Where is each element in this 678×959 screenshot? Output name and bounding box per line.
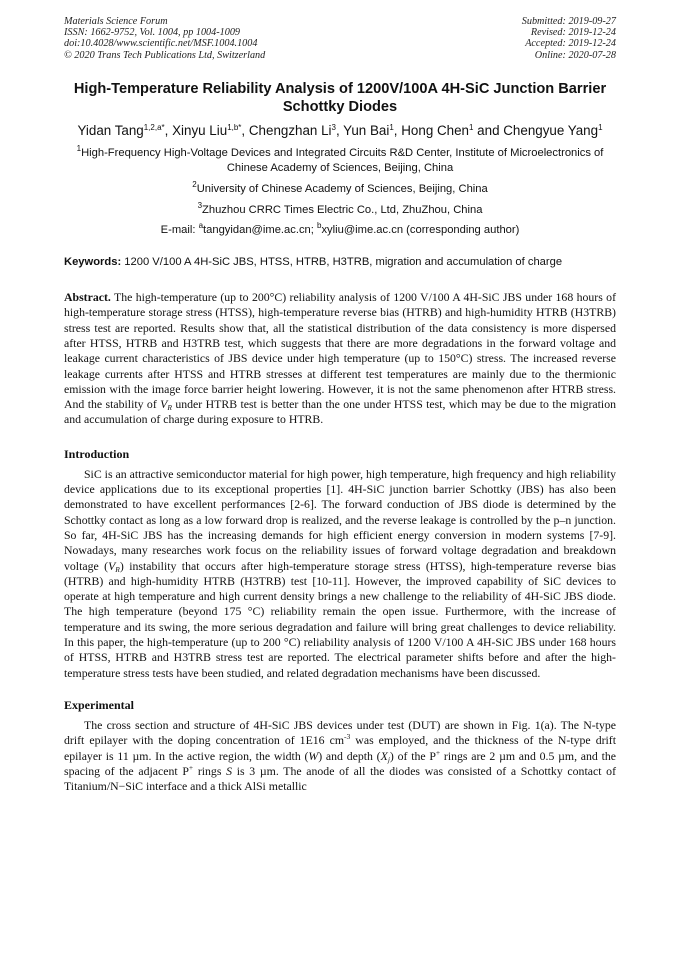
symbol-subscript-j: j: [387, 754, 390, 764]
publication-dates: [522, 16, 616, 61]
journal-info: [64, 16, 265, 61]
journal-copyright: © 2020 Trans Tech Publications Ltd, Switzerland: [64, 49, 266, 61]
keywords: [64, 255, 616, 270]
affiliation-2: [64, 182, 616, 197]
affiliation-text: High-Frequency High-Voltage Devices and Integrated Circuits R&D Center, Institute of Microelectronics of Chinese Academy of Sciences, Beijing, China: [81, 147, 604, 175]
email-label: E-mail:: [160, 224, 199, 237]
author-name: Yidan Tang: [77, 122, 144, 138]
paragraph-text: was employed, and the thickness of the N-type drift epilayer is 11 µm. In the active region, the width (: [64, 733, 617, 763]
paragraph-text: ) and depth (: [318, 748, 381, 763]
affiliation-mark: 2: [192, 180, 197, 190]
journal-issn: ISSN: 1662-9752, Vol. 1004, pp 1004-1009: [64, 27, 241, 39]
keywords-text: 1200 V/100 A 4H-SiC JBS, HTSS, HTRB, H3TRB, migration and accumulation of charge: [121, 256, 563, 269]
affiliation-mark: 3: [197, 201, 203, 211]
author-list: [64, 122, 616, 141]
date-accepted: Accepted: 2019-12-24: [525, 38, 616, 50]
exponent: -3: [344, 732, 351, 742]
date-submitted: Submitted: 2019-09-27: [521, 16, 616, 27]
paragraph-text: SiC is an attractive semiconductor material for high power, high temperature, high frequency and high reliability device applications due to its exceptional properties [1]. 4H-SiC junction barrier Schottky (JBS) has also been demonstrated to have excellent performances [2-6]. The forward conduction of JBS diode is determined by the Schottky contact as long as a low forward drop is realized, and the reverse leakage is controlled by the p–n junction. So far, 4H-SiC JBS has the increasing demands for high efficient energy conversion in modern systems [7-9]. Nowadays, many researches work focus on the reliability issues of forward voltage degradation and breakdown voltage (: [64, 466, 616, 573]
author-name: Xinyu Liu: [172, 122, 228, 138]
author-name: Chengzhan Li: [248, 122, 332, 138]
author-name: Hong Chen: [401, 122, 469, 138]
author-name: Yun Bai: [343, 122, 390, 138]
paragraph-text: ) instability that occurs after high-temperature storage stress (HTSS), high-temperature reverse bias (HTRB) and high-humidity HTRB (H3TRB) test [10-11]. However, the improved capability of SiC devices to operate at high temperature and high current density brings a new challenge to the reliability of 4H-SiC JBS diode. The high temperature (beyond 175 °C) reliability remain the open issue. Furthermore, with the increase of temperature and its swing, the more serious degradation and failure will bring great challenges to device reliability. In this paper, the high-temperature (up to 200 °C) reliability analysis of 1200 V/100 A 4H-SiC JBS under 168 hours of HTSS, HTRB and H3TRB stress test are reported. The electrical parameter shifts before and after the high-temperature stress tests have been studied, and related degradation mechanisms have been discussed.: [64, 558, 616, 680]
journal-doi: doi:10.4028/www.scientific.net/MSF.1004.1004: [64, 38, 258, 50]
paragraph-text: rings are 2 µm and 0.5 µm, and the spacing of the adjacent P: [64, 748, 616, 778]
paragraph-text: is 3 µm. The anode of all the diodes was consisted of a Schottky contact of Titanium/N−SiC interface and a thick AlSi metallic: [64, 763, 616, 794]
email-address-a[interactable]: tangyidan@ime.ac.cn;: [203, 224, 317, 237]
email-mark: b: [316, 221, 322, 231]
section-heading-experimental: Experimental: [64, 697, 134, 712]
symbol-subscript-r: R: [115, 564, 120, 574]
symbol-s: S: [226, 763, 233, 778]
author-affiliation-mark: 3: [331, 122, 336, 132]
author-affiliation-mark: 1,2,a*: [143, 122, 165, 132]
affiliation-text: University of Chinese Academy of Sciences, Beijing, China: [196, 183, 488, 196]
author-affiliation-mark: 1: [598, 122, 603, 132]
journal-header: [64, 16, 616, 61]
abstract: [64, 290, 616, 428]
journal-name: Materials Science Forum: [64, 16, 168, 27]
abstract-label: Abstract.: [64, 290, 111, 305]
date-revised: Revised: 2019-12-24: [530, 27, 616, 39]
symbol-w: W: [308, 748, 319, 763]
date-online: Online: 2020-07-28: [534, 49, 616, 61]
contact-email: [64, 223, 616, 238]
author-name: Chengyue Yang: [503, 122, 599, 138]
symbol-v: V: [160, 397, 168, 412]
email-mark: a: [198, 221, 204, 231]
affiliation-3: [64, 203, 616, 218]
symbol-v: V: [108, 558, 116, 573]
author-separator: ,: [393, 122, 402, 138]
section-heading-introduction: Introduction: [64, 446, 130, 461]
paragraph-text: The cross section and structure of 4H-SiC JBS devices under test (DUT) are shown in Fig. 1(a). The N-type drift epilayer with the doping concentration of 1E16 cm: [64, 717, 616, 748]
paragraph-text: ) of the P: [389, 748, 436, 763]
introduction-paragraph: [64, 467, 616, 681]
experimental-paragraph: [64, 718, 616, 794]
paragraph-text: rings: [193, 763, 227, 778]
author-affiliation-mark: 1: [389, 122, 394, 132]
keywords-label: Keywords:: [64, 256, 122, 269]
author-separator: ,: [335, 122, 344, 138]
author-affiliation-mark: 1: [469, 122, 474, 132]
paper-title: High-Temperature Reliability Analysis of 1200V/100A 4H-SiC Junction Barrier Schottky Diodes: [73, 80, 607, 115]
abstract-text: under HTRB test is better than the one under HTSS test, which may be due to the migration and accumulation of charge during exposure to HTRB.: [64, 397, 616, 427]
abstract-text: The high-temperature (up to 200°C) reliability analysis of 1200 V/100 A 4H-SiC JBS under 168 hours of high-temperature storage stress (HTSS), high-temperature reverse bias (HTRB) and high-humidity HTRB (H3TRB) stress test are reported. Results show that, all the statistical distribution of the data consistency is more dispersed after HTSS, HTRB and H3TRB test, which suggests that there are more degradations in the forward voltage and leakage current characteristics of JBS device under high temperature (up to 150°C) stress. The increased reverse leakage currents after HTSS and HTRB stresses at different test temperatures are mainly due to the thermionic emission with the image force barrier height lowering. However, it is not the same phenomenon after HTRB stress. And the stability of: [64, 290, 616, 412]
affiliation-mark: 1: [76, 144, 82, 154]
author-affiliation-mark: 1,b*: [227, 122, 242, 132]
affiliation-1: [64, 146, 616, 176]
affiliation-text: Zhuzhou CRRC Times Electric Co., Ltd, ZhuZhou, China: [202, 204, 483, 217]
author-separator: ,: [164, 122, 173, 138]
superscript-plus: +: [188, 762, 194, 772]
email-address-b[interactable]: xyliu@ime.ac.cn (corresponding author): [321, 224, 520, 237]
symbol-subscript-r: R: [167, 403, 172, 413]
author-separator: ,: [241, 122, 249, 138]
superscript-plus: +: [435, 747, 441, 757]
author-separator: and: [473, 122, 504, 138]
paper-page: [64, 16, 616, 794]
symbol-x: X: [380, 748, 388, 763]
